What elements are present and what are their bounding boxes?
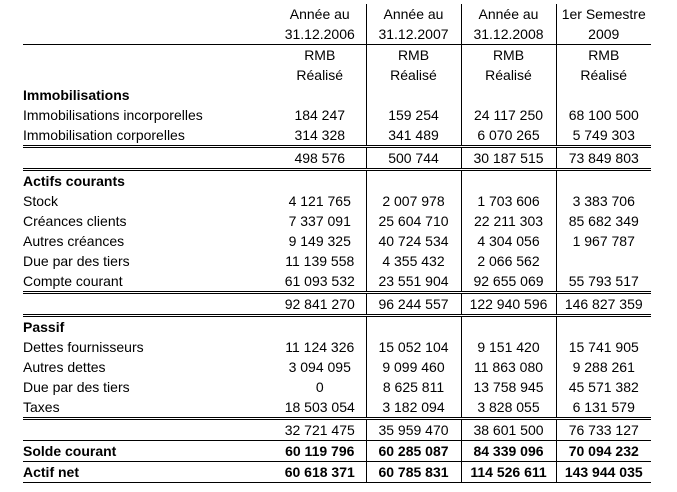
value-cell: 0 [315, 379, 324, 395]
column-header-line2: 31.12.2008 [461, 24, 556, 45]
value-cell: 70 094 232 [556, 441, 651, 462]
value-cell: 15 052 104 [366, 337, 461, 357]
value-cell: 1 967 787 [556, 231, 651, 251]
value-cell [274, 85, 366, 105]
value-cell: 146 827 359 [556, 293, 651, 316]
value-cell: 114 526 611 [461, 462, 556, 483]
value-cell [556, 316, 651, 338]
column-header-line1: Année au [366, 4, 461, 24]
value-cell: 2 007 978 [366, 191, 461, 211]
value-cell [556, 170, 651, 192]
value-cell: 96 244 557 [366, 293, 461, 316]
value-cell: 159 254 [366, 105, 461, 125]
value-cell: 45 571 382 [556, 377, 651, 397]
table-row [23, 211, 651, 231]
value-cell: 6 131 579 [556, 397, 651, 419]
table-row [23, 441, 651, 462]
row-label: Solde courant [23, 441, 274, 462]
table-row [23, 462, 651, 483]
column-header-currency: RMB [556, 45, 651, 66]
row-label: Passif [23, 316, 274, 338]
column-header-currency: RMB [461, 45, 556, 66]
header-spacer [23, 45, 274, 66]
row-label: Autres créances [23, 233, 125, 249]
table-row [23, 271, 651, 293]
value-cell: 4 121 765 [288, 193, 351, 209]
table-row [23, 357, 651, 377]
column-header-currency: RMB [366, 45, 461, 66]
column-header-line2: 2009 [556, 24, 651, 45]
table-row [23, 125, 651, 147]
value-cell: 60 785 831 [366, 462, 461, 483]
value-cell: 38 601 500 [461, 419, 556, 441]
value-cell: 11 863 080 [461, 357, 556, 377]
value-cell: 7 337 091 [288, 213, 351, 229]
value-cell [366, 170, 461, 192]
value-cell [274, 316, 366, 338]
row-label: Immobilisations incorporelles [23, 107, 203, 123]
value-cell [556, 251, 651, 271]
table-row [23, 147, 651, 170]
column-header-status: Réalisé [556, 65, 651, 85]
column-header-status: Réalisé [296, 67, 344, 83]
row-label: Compte courant [23, 273, 123, 289]
value-cell: 25 604 710 [366, 211, 461, 231]
value-cell [461, 170, 556, 192]
row-label: Stock [23, 193, 59, 209]
row-label: Due par des tiers [23, 253, 130, 269]
header-row-period-date [23, 24, 651, 45]
value-cell: 3 828 055 [461, 397, 556, 419]
table-row [23, 170, 651, 192]
value-cell: 3 383 706 [556, 191, 651, 211]
value-cell: 1 703 606 [461, 191, 556, 211]
value-cell: 92 655 069 [461, 271, 556, 293]
value-cell: 85 682 349 [556, 211, 651, 231]
column-header-status: Réalisé [366, 65, 461, 85]
value-cell: 15 741 905 [556, 337, 651, 357]
table-row [23, 251, 651, 271]
balance-sheet-table [23, 4, 651, 483]
value-cell: 92 841 270 [274, 293, 366, 316]
value-cell: 9 149 325 [288, 233, 351, 249]
value-cell: 84 339 096 [461, 441, 556, 462]
value-cell: 3 094 095 [288, 359, 351, 375]
value-cell: 60 285 087 [366, 441, 461, 462]
table-row [23, 419, 651, 441]
row-label: Dettes fournisseurs [23, 339, 144, 355]
value-cell: 61 093 532 [284, 273, 355, 289]
value-cell: 18 503 054 [284, 399, 355, 415]
row-label [23, 293, 274, 316]
value-cell: 341 489 [366, 125, 461, 147]
value-cell: 55 793 517 [556, 271, 651, 293]
table-body [23, 4, 651, 483]
row-label: Autres dettes [23, 359, 106, 375]
value-cell: 32 721 475 [274, 419, 366, 441]
value-cell: 35 959 470 [366, 419, 461, 441]
value-cell: 314 328 [294, 127, 346, 143]
value-cell [461, 85, 556, 105]
value-cell: 68 100 500 [556, 105, 651, 125]
table-row [23, 337, 651, 357]
row-label: Actifs courants [23, 170, 274, 192]
table-row [23, 191, 651, 211]
header-row-status [23, 65, 651, 85]
table-row [23, 105, 651, 125]
value-cell: 143 944 035 [556, 462, 651, 483]
value-cell [461, 316, 556, 338]
value-cell: 23 551 904 [366, 271, 461, 293]
table-row [23, 231, 651, 251]
value-cell [274, 170, 366, 192]
row-label: Taxes [23, 399, 60, 415]
value-cell: 9 099 460 [366, 357, 461, 377]
value-cell: 24 117 250 [461, 105, 556, 125]
value-cell [556, 85, 651, 105]
column-header-line1: Année au [289, 6, 350, 22]
row-label [23, 147, 274, 170]
row-label: Immobilisation corporelles [23, 127, 185, 143]
value-cell: 3 182 094 [366, 397, 461, 419]
value-cell: 60 618 371 [274, 462, 366, 483]
value-cell: 498 576 [274, 147, 366, 170]
row-label [23, 419, 274, 441]
value-cell: 30 187 515 [461, 147, 556, 170]
value-cell: 184 247 [294, 107, 346, 123]
column-header-status: Réalisé [461, 65, 556, 85]
value-cell [366, 85, 461, 105]
header-spacer [23, 65, 274, 85]
value-cell: 8 625 811 [366, 377, 461, 397]
column-header-line1: Année au [461, 4, 556, 24]
table-row [23, 377, 651, 397]
row-label: Créances clients [23, 213, 127, 229]
value-cell: 2 066 562 [461, 251, 556, 271]
header-row-period-label [23, 4, 651, 24]
header-spacer [23, 24, 274, 45]
table-row [23, 316, 651, 338]
row-label: Actif net [23, 462, 274, 483]
value-cell: 500 744 [366, 147, 461, 170]
value-cell: 13 758 945 [461, 377, 556, 397]
value-cell: 22 211 303 [461, 211, 556, 231]
row-label: Immobilisations [23, 87, 130, 103]
value-cell: 73 849 803 [556, 147, 651, 170]
table-row [23, 397, 651, 419]
value-cell: 9 288 261 [556, 357, 651, 377]
header-row-currency [23, 45, 651, 66]
value-cell: 60 119 796 [274, 441, 366, 462]
value-cell [366, 316, 461, 338]
value-cell: 122 940 596 [461, 293, 556, 316]
value-cell: 11 124 326 [285, 339, 355, 355]
column-header-currency: RMB [304, 47, 336, 63]
column-header-line1: 1er Semestre [556, 4, 651, 24]
column-header-line2: 31.12.2007 [366, 24, 461, 45]
table-row [23, 293, 651, 316]
value-cell: 76 733 127 [556, 419, 651, 441]
header-spacer [23, 4, 274, 24]
value-cell: 11 139 558 [285, 253, 355, 269]
value-cell: 40 724 534 [366, 231, 461, 251]
value-cell: 9 151 420 [461, 337, 556, 357]
row-label: Due par des tiers [23, 379, 130, 395]
table-row [23, 85, 651, 105]
column-header-line2: 31.12.2006 [274, 24, 366, 45]
value-cell: 6 070 265 [461, 125, 556, 147]
value-cell: 5 749 303 [556, 125, 651, 147]
value-cell: 4 304 056 [461, 231, 556, 251]
value-cell: 4 355 432 [366, 251, 461, 271]
